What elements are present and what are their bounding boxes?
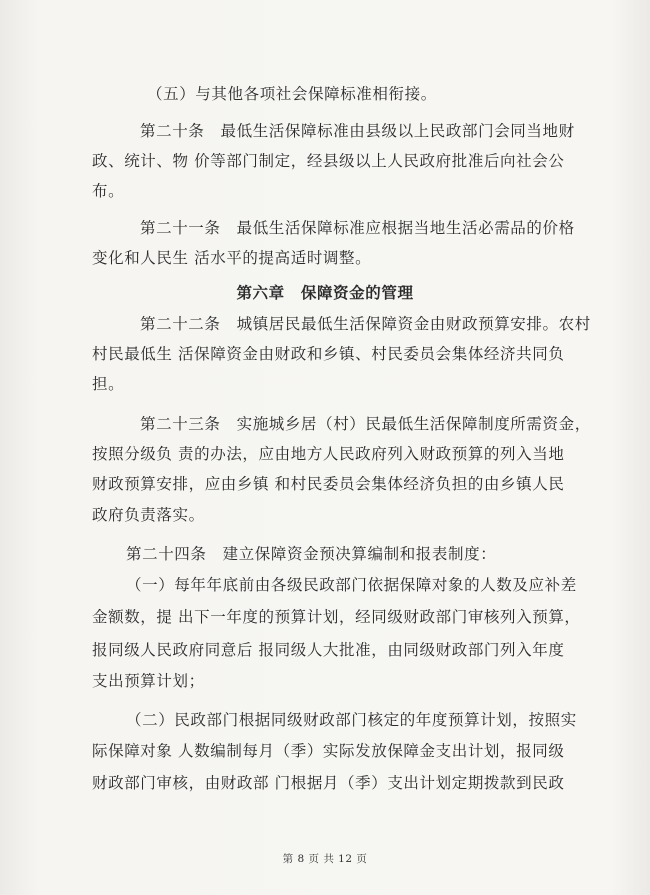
text-line: 财政预算安排，应由乡镇 和村民委员会集体经济负担的由乡镇人民 [92,475,565,493]
text-line: 政、统计、物 价等部门制定，经县级以上人民政府批准后向社会公 [92,152,565,170]
text-line: 第二十一条 最低生活保障标准应根据当地生活必需品的价格 [140,219,575,237]
text-line: 第二十二条 城镇居民最低生活保障资金由财政预算安排。农村 [140,315,591,333]
text-line: 按照分级负 责的办法，应由地方人民政府列入财政预算的列入当地 [92,445,565,463]
text-line: 第二十条 最低生活保障标准由县级以上民政部门会同当地财 [140,122,575,140]
text-line: （五）与其他各项社会保障标准相衔接。 [147,85,437,103]
text-line: 第二十四条 建立保障资金预决算编制和报表制度： [126,545,497,563]
text-line: （二）民政部门根据同级财政部门核定的年度预算计划，按照实 [126,711,577,729]
page-number-footer: 第 8 页 共 12 页 [282,853,368,865]
text-line: 财政部门审核，由财政部 门根据月（季）支出计划定期拨款到民政 [92,774,565,792]
text-line: 金额数，提 出下一年度的预算计划，经同级财政部门审核列入预算， [92,608,581,626]
text-line: 第二十三条 实施城乡居（村）民最低生活保障制度所需资金， [140,415,591,433]
text-line: 支出预算计划； [92,672,205,690]
text-line: 报同级人民政府同意后 报同级人大批准，由同级财政部门列入年度 [92,641,565,659]
text-line: 布。 [92,182,125,200]
text-line: 村民最低生 活保障资金由财政和乡镇、村民委员会集体经济共同负 [92,345,565,363]
text-line: （一）每年年底前由各级民政部门依据保障对象的人数及应补差 [126,576,577,594]
text-line: 政府负责落实。 [92,506,205,524]
text-line: 际保障对象 人数编制每月（季）实际发放保障金支出计划，报同级 [92,742,565,760]
text-line: 担。 [92,375,125,393]
text-line: 变化和人民生 活水平的提高适时调整。 [92,249,372,267]
chapter-heading: 第六章 保障资金的管理 [236,283,414,302]
